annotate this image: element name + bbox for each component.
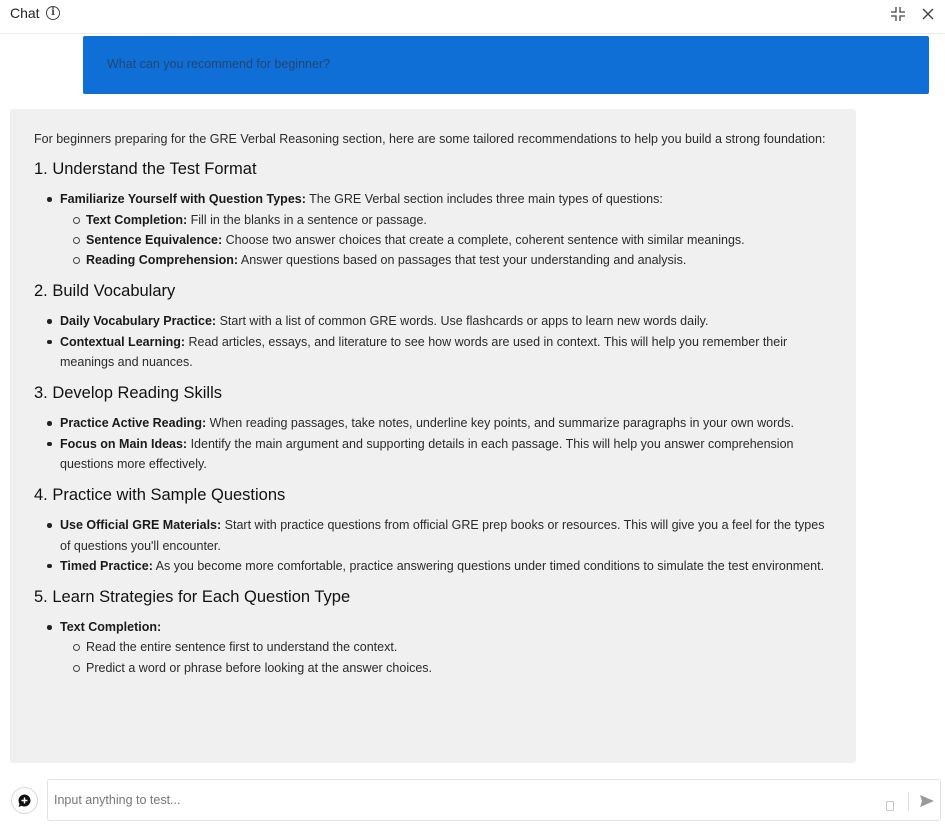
list-item-text: Start with practice questions from official GRE prep books or resources. This will give you a feel for the types of questions you'll encounter.	[60, 518, 825, 553]
list-item	[60, 311, 832, 331]
sub-list-item-text: Predict a word or phrase before looking at the answer choices.	[86, 660, 433, 675]
list-item-label: Contextual Learning:	[60, 334, 186, 349]
send-icon[interactable]	[919, 793, 935, 809]
sub-list-item-label: Reading Comprehension:	[86, 253, 239, 268]
list-item	[60, 556, 832, 576]
list-item-label: Daily Vocabulary Practice:	[60, 314, 217, 329]
list-item	[60, 515, 832, 556]
user-message-text: What can you recommend for beginner?	[107, 57, 331, 71]
user-message-bubble	[83, 36, 929, 94]
sub-list-item	[86, 250, 832, 270]
bullet-list	[34, 189, 832, 270]
sub-list-item-label: Text Completion:	[86, 212, 188, 227]
sub-list-item	[86, 210, 832, 230]
sub-list-item-label: Sentence Equivalence:	[86, 232, 223, 247]
bullet-list	[34, 413, 832, 474]
sub-list-item	[86, 637, 832, 657]
reply-section	[34, 280, 832, 372]
section-heading: 1. Understand the Test Format	[34, 160, 257, 179]
list-item-text: When reading passages, take notes, underline key points, and summarize paragraphs in your own words.	[206, 416, 794, 431]
reply-section	[34, 484, 832, 576]
reply-intro: For beginners preparing for the GRE Verbal Reasoning section, here are some tailored recommendations to help you build a strong foundation:	[34, 132, 826, 146]
sub-list-item	[86, 658, 832, 678]
reply-section	[34, 382, 832, 474]
sub-list-item-text: Choose two answer choices that create a complete, coherent sentence with similar meanings.	[222, 232, 745, 247]
list-item-text: As you become more comfortable, practice answering questions under timed conditions to simulate the test environment.	[152, 558, 825, 573]
section-heading: 3. Develop Reading Skills	[34, 384, 223, 403]
close-icon[interactable]	[918, 4, 938, 24]
assistant-reply	[10, 109, 856, 763]
list-item	[60, 434, 832, 475]
sub-list-item-text: Fill in the blanks in a sentence or passage.	[187, 212, 427, 227]
reply-section	[34, 158, 832, 270]
list-item-label: Practice Active Reading:	[60, 416, 207, 431]
minimize-icon[interactable]	[888, 4, 908, 24]
reply-section	[34, 586, 832, 678]
divider	[908, 793, 909, 811]
list-item-label: Text Completion:	[60, 620, 162, 635]
chat-title: Chat	[10, 5, 40, 21]
reply-sections	[34, 158, 832, 678]
list-item	[60, 189, 832, 270]
sub-list-item-text: Read the entire sentence first to understand the context.	[86, 640, 398, 655]
composer	[0, 770, 945, 830]
list-item	[60, 332, 832, 373]
bullet-list	[34, 617, 832, 678]
new-chat-button[interactable]	[11, 787, 38, 814]
list-item-label: Timed Practice:	[60, 558, 153, 573]
list-item-text: Start with a list of common GRE words. Use flashcards or apps to learn new words daily.	[216, 314, 709, 329]
sub-bullet-list	[60, 210, 832, 271]
list-item-text: The GRE Verbal section includes three main types of questions:	[305, 192, 663, 207]
info-icon[interactable]: i	[46, 6, 60, 20]
chat-header	[0, 0, 945, 34]
list-item	[60, 617, 832, 678]
attachment-icon[interactable]	[886, 801, 894, 811]
bullet-list	[34, 515, 832, 576]
list-item-label: Use Official GRE Materials:	[60, 518, 222, 533]
sub-bullet-list	[60, 637, 832, 678]
list-item	[60, 413, 832, 433]
message-input-box	[47, 779, 941, 821]
sub-list-item	[86, 230, 832, 250]
section-heading: 5. Learn Strategies for Each Question Type	[34, 588, 351, 607]
message-input[interactable]	[54, 790, 854, 810]
list-item-text: Read articles, essays, and literature to see how words are used in context. This will help you remember their meanings and nuances.	[60, 334, 788, 370]
list-item-text: Identify the main argument and supporting details in each passage. This will help you answer comprehension questions more effectively.	[60, 436, 794, 471]
list-item-label: Familiarize Yourself with Question Types:	[60, 192, 306, 207]
sub-list-item-text: Answer questions based on passages that test your understanding and analysis.	[238, 253, 687, 268]
list-item-label: Focus on Main Ideas:	[60, 436, 188, 451]
section-heading: 4. Practice with Sample Questions	[34, 486, 286, 505]
bullet-list	[34, 311, 832, 372]
section-heading: 2. Build Vocabulary	[34, 282, 176, 301]
